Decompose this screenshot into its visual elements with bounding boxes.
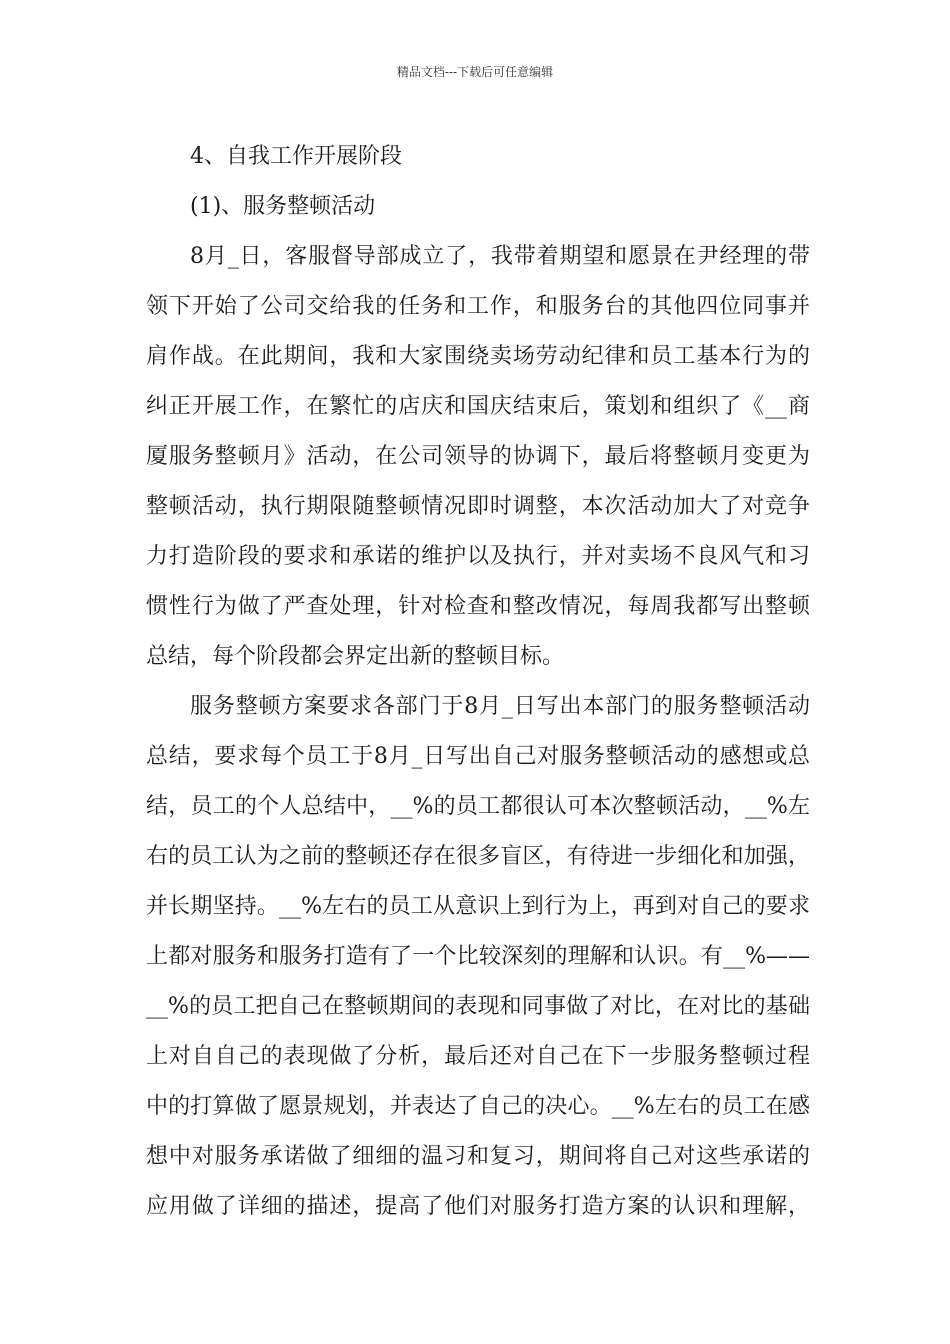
text-line: (1)、服务整顿活动 — [190, 194, 376, 219]
text-line: 上对自自己的表现做了分析，最后还对自己在下一步服务整顿过程 — [146, 1044, 810, 1069]
text-line: __%的员工把自己在整顿期间的表现和同事做了对比，在对比的基础 — [146, 994, 810, 1019]
text-line: 上都对服务和服务打造有了一个比较深刻的理解和认识。有__%—— — [146, 944, 810, 969]
text-line: 惯性行为做了严查处理，针对检查和整改情况，每周我都写出整顿 — [146, 594, 810, 619]
document-body — [146, 132, 810, 1232]
text-line: 厦服务整顿月》活动，在公司领导的协调下，最后将整顿月变更为 — [146, 444, 810, 469]
text-line: 纠正开展工作，在繁忙的店庆和国庆结束后，策划和组织了《__商 — [146, 394, 810, 419]
text-line: 总结，每个阶段都会界定出新的整顿目标。 — [146, 644, 565, 669]
text-line: 力打造阶段的要求和承诺的维护以及执行，并对卖场不良风气和习 — [146, 544, 810, 569]
text-line: 并长期坚持。__%左右的员工从意识上到行为上，再到对自己的要求 — [146, 894, 810, 919]
text-line: 右的员工认为之前的整顿还存在很多盲区，有待进一步细化和加强， — [146, 844, 810, 869]
text-line: 总结，要求每个员工于8月_日写出自己对服务整顿活动的感想或总 — [146, 744, 810, 769]
text-line: 4、自我工作开展阶段 — [190, 144, 402, 169]
text-line: 服务整顿方案要求各部门于8月_日写出本部门的服务整顿活动 — [190, 694, 810, 719]
page-header: 精品文档---下载后可任意编辑 — [396, 65, 554, 79]
text-line: 想中对服务承诺做了细细的温习和复习，期间将自己对这些承诺的 — [146, 1144, 810, 1169]
text-line: 整顿活动，执行期限随整顿情况即时调整，本次活动加大了对竞争 — [146, 494, 810, 519]
text-line: 8月_日，客服督导部成立了，我带着期望和愿景在尹经理的带 — [190, 244, 810, 269]
text-line: 应用做了详细的描述，提高了他们对服务打造方案的认识和理解， — [146, 1194, 810, 1219]
text-line: 肩作战。在此期间，我和大家围绕卖场劳动纪律和员工基本行为的 — [146, 344, 810, 369]
text-line: 中的打算做了愿景规划，并表达了自己的决心。__%左右的员工在感 — [146, 1094, 810, 1119]
text-line: 结，员工的个人总结中，__%的员工都很认可本次整顿活动，__%左 — [146, 794, 810, 819]
text-line: 领下开始了公司交给我的任务和工作，和服务台的其他四位同事并 — [146, 294, 810, 319]
